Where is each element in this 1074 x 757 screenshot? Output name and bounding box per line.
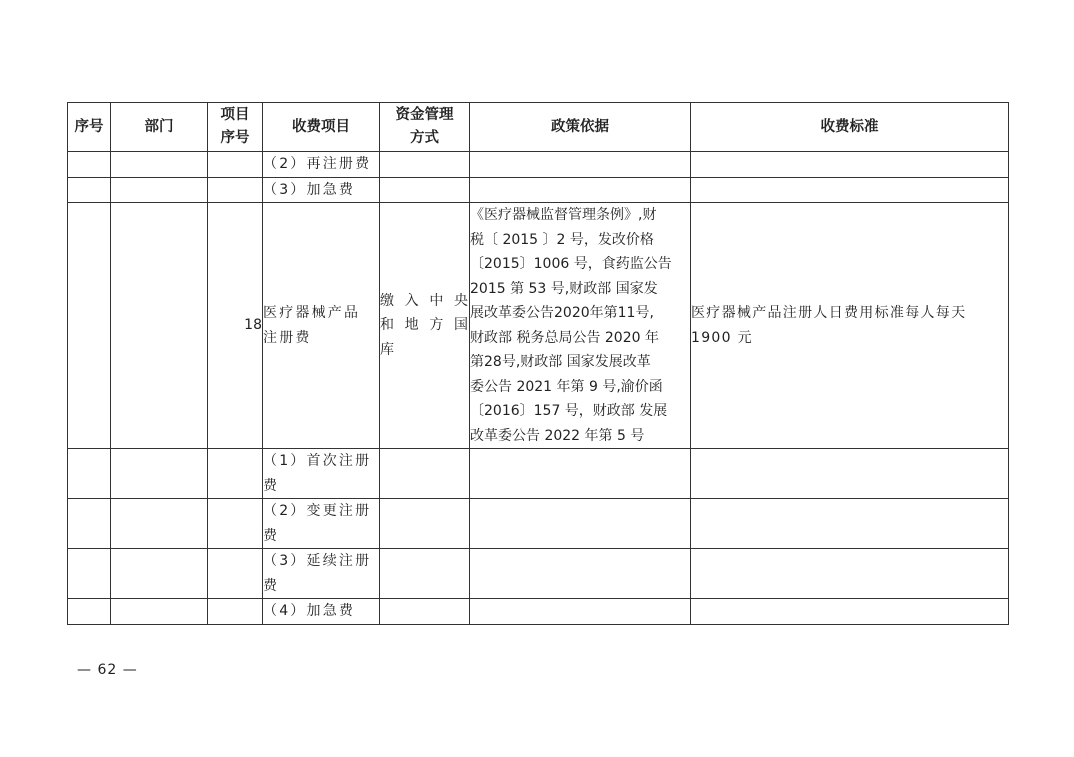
cell-item-seq	[208, 449, 263, 499]
policy-line: 委公告 2021 年第 9 号,渝价函	[470, 378, 663, 395]
cell-policy	[470, 549, 691, 599]
cell-dept	[111, 152, 208, 178]
table-row	[68, 549, 1009, 599]
fee-item-line: 费	[263, 527, 280, 544]
cell-item-seq	[208, 499, 263, 549]
header-policy: 政策依据	[470, 103, 691, 152]
cell-fee-item: （3）加急费	[263, 177, 380, 203]
fee-item-line: 医疗器械产品	[263, 305, 361, 321]
fee-item-line: 费	[263, 477, 280, 494]
cell-item-seq	[208, 599, 263, 625]
cell-item-seq: 18	[208, 203, 263, 449]
policy-line: 2015 第 53 号,财政部 国家发	[470, 280, 658, 297]
cell-standard	[691, 599, 1009, 625]
cell-fund	[380, 549, 470, 599]
cell-policy	[470, 152, 691, 178]
table-row	[68, 177, 1009, 203]
cell-standard	[691, 549, 1009, 599]
cell-standard	[691, 152, 1009, 178]
cell-seq	[68, 177, 111, 203]
fund-line: 库	[380, 341, 395, 358]
cell-policy	[470, 203, 691, 449]
fee-table	[67, 102, 1009, 625]
table-row	[68, 599, 1009, 625]
header-dept: 部门	[111, 103, 208, 152]
cell-fee-item: （2）再注册费	[263, 152, 380, 178]
policy-line: 《医疗器械监督管理条例》,财	[470, 207, 657, 223]
policy-line: 改革委公告 2022 年第 5 号	[470, 427, 645, 444]
header-fund-mgmt-line2: 方式	[410, 130, 439, 146]
cell-dept	[111, 203, 208, 449]
cell-seq	[68, 599, 111, 625]
cell-item-seq	[208, 549, 263, 599]
cell-fund	[380, 152, 470, 178]
cell-fee-item	[263, 449, 380, 499]
standard-line: 医疗器械产品注册人日费用标准每人每天	[691, 305, 967, 321]
fee-item-line: （3）延续注册	[263, 553, 372, 569]
cell-standard	[691, 499, 1009, 549]
header-item-seq-line2: 序号	[220, 130, 250, 146]
cell-standard	[691, 177, 1009, 203]
cell-fee-item: （4）加急费	[263, 599, 380, 625]
fund-line: 和地方国	[380, 317, 469, 334]
header-fee-item: 收费项目	[263, 103, 380, 152]
cell-seq	[68, 152, 111, 178]
fee-item-line: 注册费	[263, 329, 312, 346]
cell-dept	[111, 449, 208, 499]
fund-line: 缴入中央	[380, 292, 469, 309]
cell-dept	[111, 499, 208, 549]
header-seq: 序号	[68, 103, 111, 152]
cell-seq	[68, 449, 111, 499]
cell-seq	[68, 549, 111, 599]
policy-line: 〔2015〕1006 号，食药监公告	[470, 256, 672, 272]
cell-fund	[380, 599, 470, 625]
header-item-seq-line1: 项目	[220, 107, 250, 123]
cell-policy	[470, 177, 691, 203]
cell-dept	[111, 549, 208, 599]
fee-item-line: （1）首次注册	[263, 453, 372, 469]
header-row	[68, 103, 1009, 152]
header-standard: 收费标准	[691, 103, 1009, 152]
page-number: — 62 —	[77, 662, 138, 678]
cell-standard	[691, 449, 1009, 499]
cell-dept	[111, 177, 208, 203]
cell-item-seq	[208, 152, 263, 178]
standard-line: 1900 元	[691, 329, 753, 346]
cell-dept	[111, 599, 208, 625]
policy-line: 〔2016〕157 号，财政部 发展	[470, 403, 668, 419]
fee-item-line: 费	[263, 577, 280, 594]
cell-fund	[380, 449, 470, 499]
header-item-seq	[208, 103, 263, 152]
cell-policy	[470, 449, 691, 499]
table-row	[68, 499, 1009, 549]
header-fund-mgmt-line1: 资金管理	[395, 107, 454, 123]
cell-fee-item	[263, 203, 380, 449]
cell-fee-item	[263, 499, 380, 549]
cell-standard	[691, 203, 1009, 449]
policy-line: 税〔 2015 〕2 号，发改价格	[470, 231, 654, 248]
cell-policy	[470, 599, 691, 625]
table-row	[68, 449, 1009, 499]
header-fund-mgmt	[380, 103, 470, 152]
cell-fee-item	[263, 549, 380, 599]
policy-line: 第28号,财政部 国家发展改革	[470, 354, 651, 370]
cell-policy	[470, 499, 691, 549]
cell-seq	[68, 203, 111, 449]
table-row	[68, 203, 1009, 449]
cell-seq	[68, 499, 111, 549]
cell-fund	[380, 203, 470, 449]
cell-fund	[380, 177, 470, 203]
policy-line: 财政部 税务总局公告 2020 年	[470, 329, 659, 346]
fee-item-line: （2）变更注册	[263, 503, 372, 519]
policy-line: 展改革委公告2020年第11号,	[470, 305, 654, 321]
cell-fund	[380, 499, 470, 549]
table-row	[68, 152, 1009, 178]
cell-item-seq	[208, 177, 263, 203]
